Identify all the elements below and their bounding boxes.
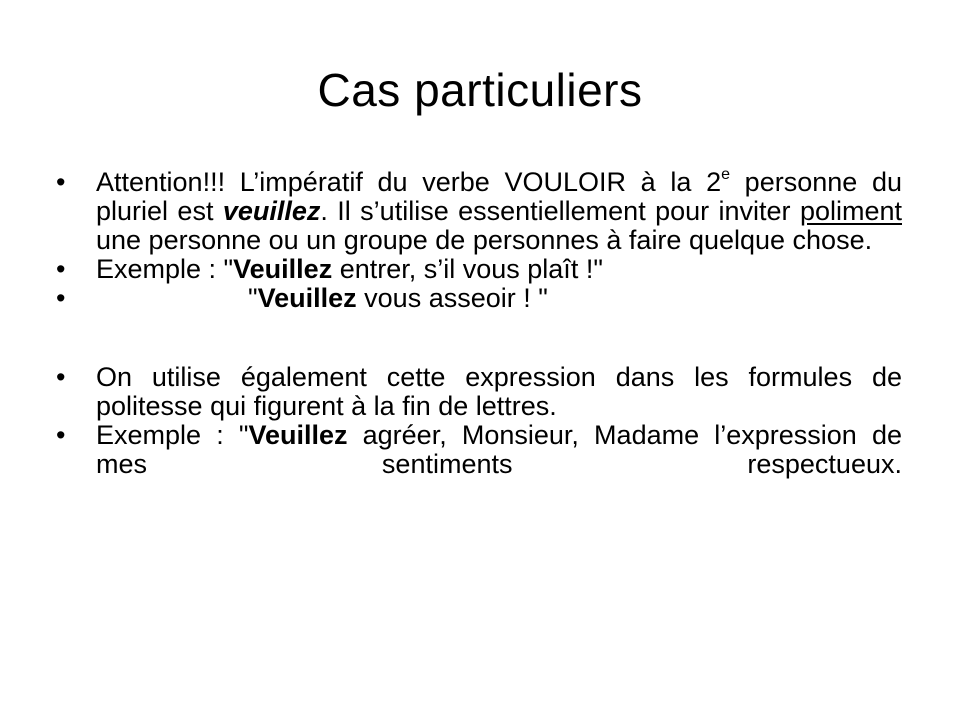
underlined-poliment: poliment bbox=[799, 196, 902, 226]
slide-title: Cas particuliers bbox=[317, 64, 643, 116]
paragraph-gap bbox=[56, 313, 902, 363]
bullet-icon: • bbox=[56, 420, 66, 450]
bullet-item-exemple-2 bbox=[56, 284, 902, 313]
text-segment: entrer, s’il vous plaît !" bbox=[332, 254, 603, 284]
bullet-icon: • bbox=[56, 167, 66, 197]
text-segment: personne du pluriel est bbox=[96, 167, 902, 226]
bullet-item-exemple-3 bbox=[56, 421, 902, 479]
text-segment: Exemple : " bbox=[96, 420, 249, 450]
bullet-item-exemple-1 bbox=[56, 255, 902, 284]
slide-body bbox=[56, 168, 902, 479]
text-segment: " bbox=[248, 283, 258, 313]
bullet-item-formules bbox=[56, 363, 902, 421]
text-segment: On utilise également cette expression dans les formules de politesse qui figurent à la fin de lettres. bbox=[96, 362, 902, 421]
bullet-item-imperatif bbox=[56, 168, 902, 255]
bold-veuillez: Veuillez bbox=[248, 420, 348, 450]
text-segment: Exemple : " bbox=[96, 254, 234, 284]
bullet-icon: • bbox=[56, 283, 66, 313]
emphasis-veuillez: veuillez bbox=[222, 196, 321, 226]
superscript-e: e bbox=[721, 166, 730, 183]
text-segment: vous asseoir ! " bbox=[356, 283, 548, 313]
bullet-icon: • bbox=[56, 254, 66, 284]
text-segment: . Il s’utilise essentiellement pour inviter bbox=[320, 196, 800, 226]
text-segment: Attention!!! L’impératif du verbe VOULOIR à la 2 bbox=[96, 167, 722, 197]
text-segment: une personne ou un groupe de personnes à faire quelque chose. bbox=[96, 225, 873, 255]
text-segment: agréer, Monsieur, Madame l’expression de mes sentiments respectueux. bbox=[96, 420, 902, 479]
bold-veuillez: Veuillez bbox=[257, 283, 357, 313]
bullet-icon: • bbox=[56, 362, 66, 392]
bold-veuillez: Veuillez bbox=[233, 254, 333, 284]
